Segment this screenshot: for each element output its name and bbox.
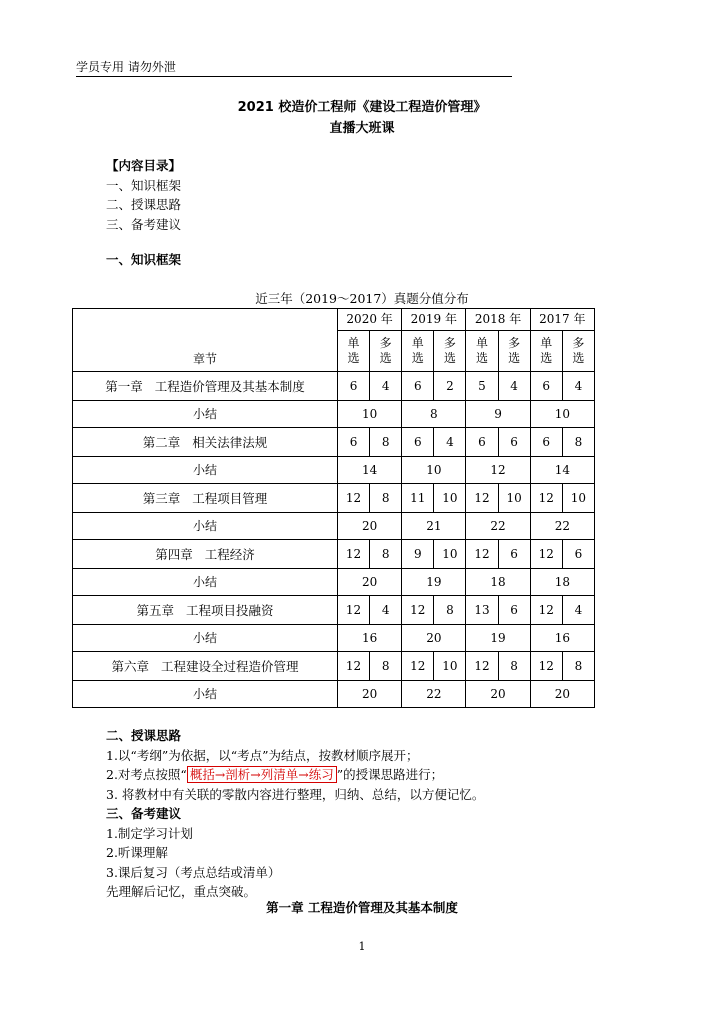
table-row xyxy=(73,484,595,513)
score-cell: 6 xyxy=(338,428,370,457)
year-header: 2019 年 xyxy=(402,309,466,331)
section3-item: 2.听课理解 xyxy=(106,845,168,860)
score-cell: 4 xyxy=(562,596,594,625)
single-choice-header: 单 选 xyxy=(530,331,562,372)
score-cell: 10 xyxy=(562,484,594,513)
section2-item: 3. 将教材中有关联的零散内容进行整理，归纳、总结，以方便记忆。 xyxy=(106,786,485,802)
chapter-name: 第四章 工程经济 xyxy=(73,540,338,569)
page-header xyxy=(76,60,512,77)
subtotal-cell: 19 xyxy=(402,569,466,596)
subtotal-cell: 20 xyxy=(530,681,594,708)
score-cell: 6 xyxy=(530,428,562,457)
subtotal-cell: 16 xyxy=(338,625,402,652)
subtotal-label: 小结 xyxy=(73,513,338,540)
score-cell: 12 xyxy=(402,652,434,681)
score-cell: 10 xyxy=(434,540,466,569)
single-choice-header: 单 选 xyxy=(338,331,370,372)
score-cell: 12 xyxy=(466,484,498,513)
subtotal-row xyxy=(73,681,595,708)
score-cell: 12 xyxy=(338,540,370,569)
score-cell: 8 xyxy=(562,428,594,457)
subtotal-cell: 22 xyxy=(402,681,466,708)
score-cell: 4 xyxy=(434,428,466,457)
subtotal-cell: 20 xyxy=(338,513,402,540)
subtotal-cell: 14 xyxy=(530,457,594,484)
score-cell: 6 xyxy=(498,540,530,569)
score-cell: 6 xyxy=(498,428,530,457)
multi-choice-header: 多 选 xyxy=(434,331,466,372)
score-cell: 12 xyxy=(530,652,562,681)
score-cell: 2 xyxy=(434,372,466,401)
score-cell: 4 xyxy=(370,596,402,625)
table-of-contents xyxy=(106,156,181,234)
score-cell: 6 xyxy=(562,540,594,569)
subtotal-label: 小结 xyxy=(73,625,338,652)
chapter-name: 第二章 相关法律法规 xyxy=(73,428,338,457)
subtotal-cell: 8 xyxy=(402,401,466,428)
chapter-name: 第六章 工程建设全过程造价管理 xyxy=(73,652,338,681)
score-cell: 6 xyxy=(466,428,498,457)
section2-item: 2.对考点按照“ 概括→剖析→列清单→练习 ”的授课思路进行； xyxy=(106,767,444,782)
section1-heading: 一、知识框架 xyxy=(106,252,182,267)
subtotal-cell: 21 xyxy=(402,513,466,540)
section2 xyxy=(106,726,484,902)
score-cell: 8 xyxy=(370,652,402,681)
subtotal-cell: 18 xyxy=(530,569,594,596)
score-cell: 10 xyxy=(434,484,466,513)
section3-item: 3.课后复习（考点总结或清单） xyxy=(106,864,281,880)
score-cell: 4 xyxy=(498,372,530,401)
score-cell: 5 xyxy=(466,372,498,401)
score-cell: 12 xyxy=(530,540,562,569)
subtotal-cell: 9 xyxy=(466,401,530,428)
section2-heading: 二、授课思路 xyxy=(106,728,182,743)
score-cell: 6 xyxy=(402,372,434,401)
year-header: 2018 年 xyxy=(466,309,530,331)
single-choice-header: 单 选 xyxy=(402,331,434,372)
chapter-column-header: 章节 xyxy=(73,309,338,372)
subtotal-cell: 20 xyxy=(466,681,530,708)
score-cell: 12 xyxy=(338,596,370,625)
chapter-name: 第五章 工程项目投融资 xyxy=(73,596,338,625)
subtotal-cell: 14 xyxy=(338,457,402,484)
subtotal-cell: 10 xyxy=(530,401,594,428)
doc-title: 2021 校造价工程师《建设工程造价管理》 xyxy=(237,100,487,115)
subtotal-label: 小结 xyxy=(73,569,338,596)
score-cell: 8 xyxy=(370,428,402,457)
multi-choice-header: 多 选 xyxy=(562,331,594,372)
subtotal-cell: 12 xyxy=(466,457,530,484)
toc-heading: 【内容目录】 xyxy=(106,158,182,173)
score-cell: 12 xyxy=(530,596,562,625)
table-row xyxy=(73,652,595,681)
header-text: 学员专用 请勿外泄 xyxy=(76,60,176,74)
score-cell: 8 xyxy=(370,484,402,513)
subtotal-label: 小结 xyxy=(73,457,338,484)
page-number: 1 xyxy=(358,940,366,953)
table-row xyxy=(73,540,595,569)
section3-item: 先理解后记忆，重点突破。 xyxy=(106,884,257,899)
score-cell: 12 xyxy=(402,596,434,625)
score-cell: 12 xyxy=(530,484,562,513)
multi-choice-header: 多 选 xyxy=(370,331,402,372)
subtotal-row xyxy=(73,457,595,484)
toc-item: 二、授课思路 xyxy=(106,197,182,212)
table-row xyxy=(73,428,595,457)
score-cell: 12 xyxy=(338,484,370,513)
section3-item: 1.制定学习计划 xyxy=(106,825,193,841)
subtotal-cell: 18 xyxy=(466,569,530,596)
score-distribution-table xyxy=(72,308,595,708)
single-choice-header: 单 选 xyxy=(466,331,498,372)
score-cell: 9 xyxy=(402,540,434,569)
score-cell: 8 xyxy=(562,652,594,681)
doc-subtitle: 直播大班课 xyxy=(329,121,395,136)
chapter-name: 第一章 工程造价管理及其基本制度 xyxy=(73,372,338,401)
score-cell: 6 xyxy=(402,428,434,457)
score-cell: 6 xyxy=(338,372,370,401)
subtotal-cell: 19 xyxy=(466,625,530,652)
score-cell: 10 xyxy=(498,484,530,513)
toc-item: 一、知识框架 xyxy=(106,177,182,193)
subtotal-cell: 16 xyxy=(530,625,594,652)
table-row xyxy=(73,372,595,401)
chapter-title: 第一章 工程造价管理及其基本制度 xyxy=(266,900,458,915)
subtotal-row xyxy=(73,625,595,652)
score-cell: 12 xyxy=(466,652,498,681)
table-row xyxy=(73,596,595,625)
subtotal-row xyxy=(73,569,595,596)
score-cell: 6 xyxy=(530,372,562,401)
subtotal-cell: 20 xyxy=(338,569,402,596)
multi-choice-header: 多 选 xyxy=(498,331,530,372)
score-cell: 4 xyxy=(370,372,402,401)
score-cell: 8 xyxy=(498,652,530,681)
score-cell: 11 xyxy=(402,484,434,513)
year-header: 2020 年 xyxy=(338,309,402,331)
subtotal-row xyxy=(73,513,595,540)
score-cell: 8 xyxy=(370,540,402,569)
score-cell: 4 xyxy=(562,372,594,401)
score-cell: 6 xyxy=(498,596,530,625)
subtotal-cell: 20 xyxy=(338,681,402,708)
table-caption: 近三年（2019～2017）真题分值分布 xyxy=(255,291,469,306)
section3-heading: 三、备考建议 xyxy=(106,806,182,821)
subtotal-row xyxy=(73,401,595,428)
year-header: 2017 年 xyxy=(530,309,594,331)
subtotal-label: 小结 xyxy=(73,681,338,708)
section2-item: 1.以“考纲”为依据，以“考点”为结点，按教材顺序展开； xyxy=(106,747,419,763)
score-cell: 10 xyxy=(434,652,466,681)
highlighted-method: 概括→剖析→列清单→练习 xyxy=(187,766,337,783)
score-cell: 12 xyxy=(338,652,370,681)
chapter-name: 第三章 工程项目管理 xyxy=(73,484,338,513)
subtotal-cell: 10 xyxy=(402,457,466,484)
subtotal-cell: 20 xyxy=(402,625,466,652)
subtotal-cell: 10 xyxy=(338,401,402,428)
score-cell: 12 xyxy=(466,540,498,569)
subtotal-cell: 22 xyxy=(466,513,530,540)
toc-item: 三、备考建议 xyxy=(106,216,182,232)
score-cell: 8 xyxy=(434,596,466,625)
subtotal-cell: 22 xyxy=(530,513,594,540)
subtotal-label: 小结 xyxy=(73,401,338,428)
score-cell: 13 xyxy=(466,596,498,625)
